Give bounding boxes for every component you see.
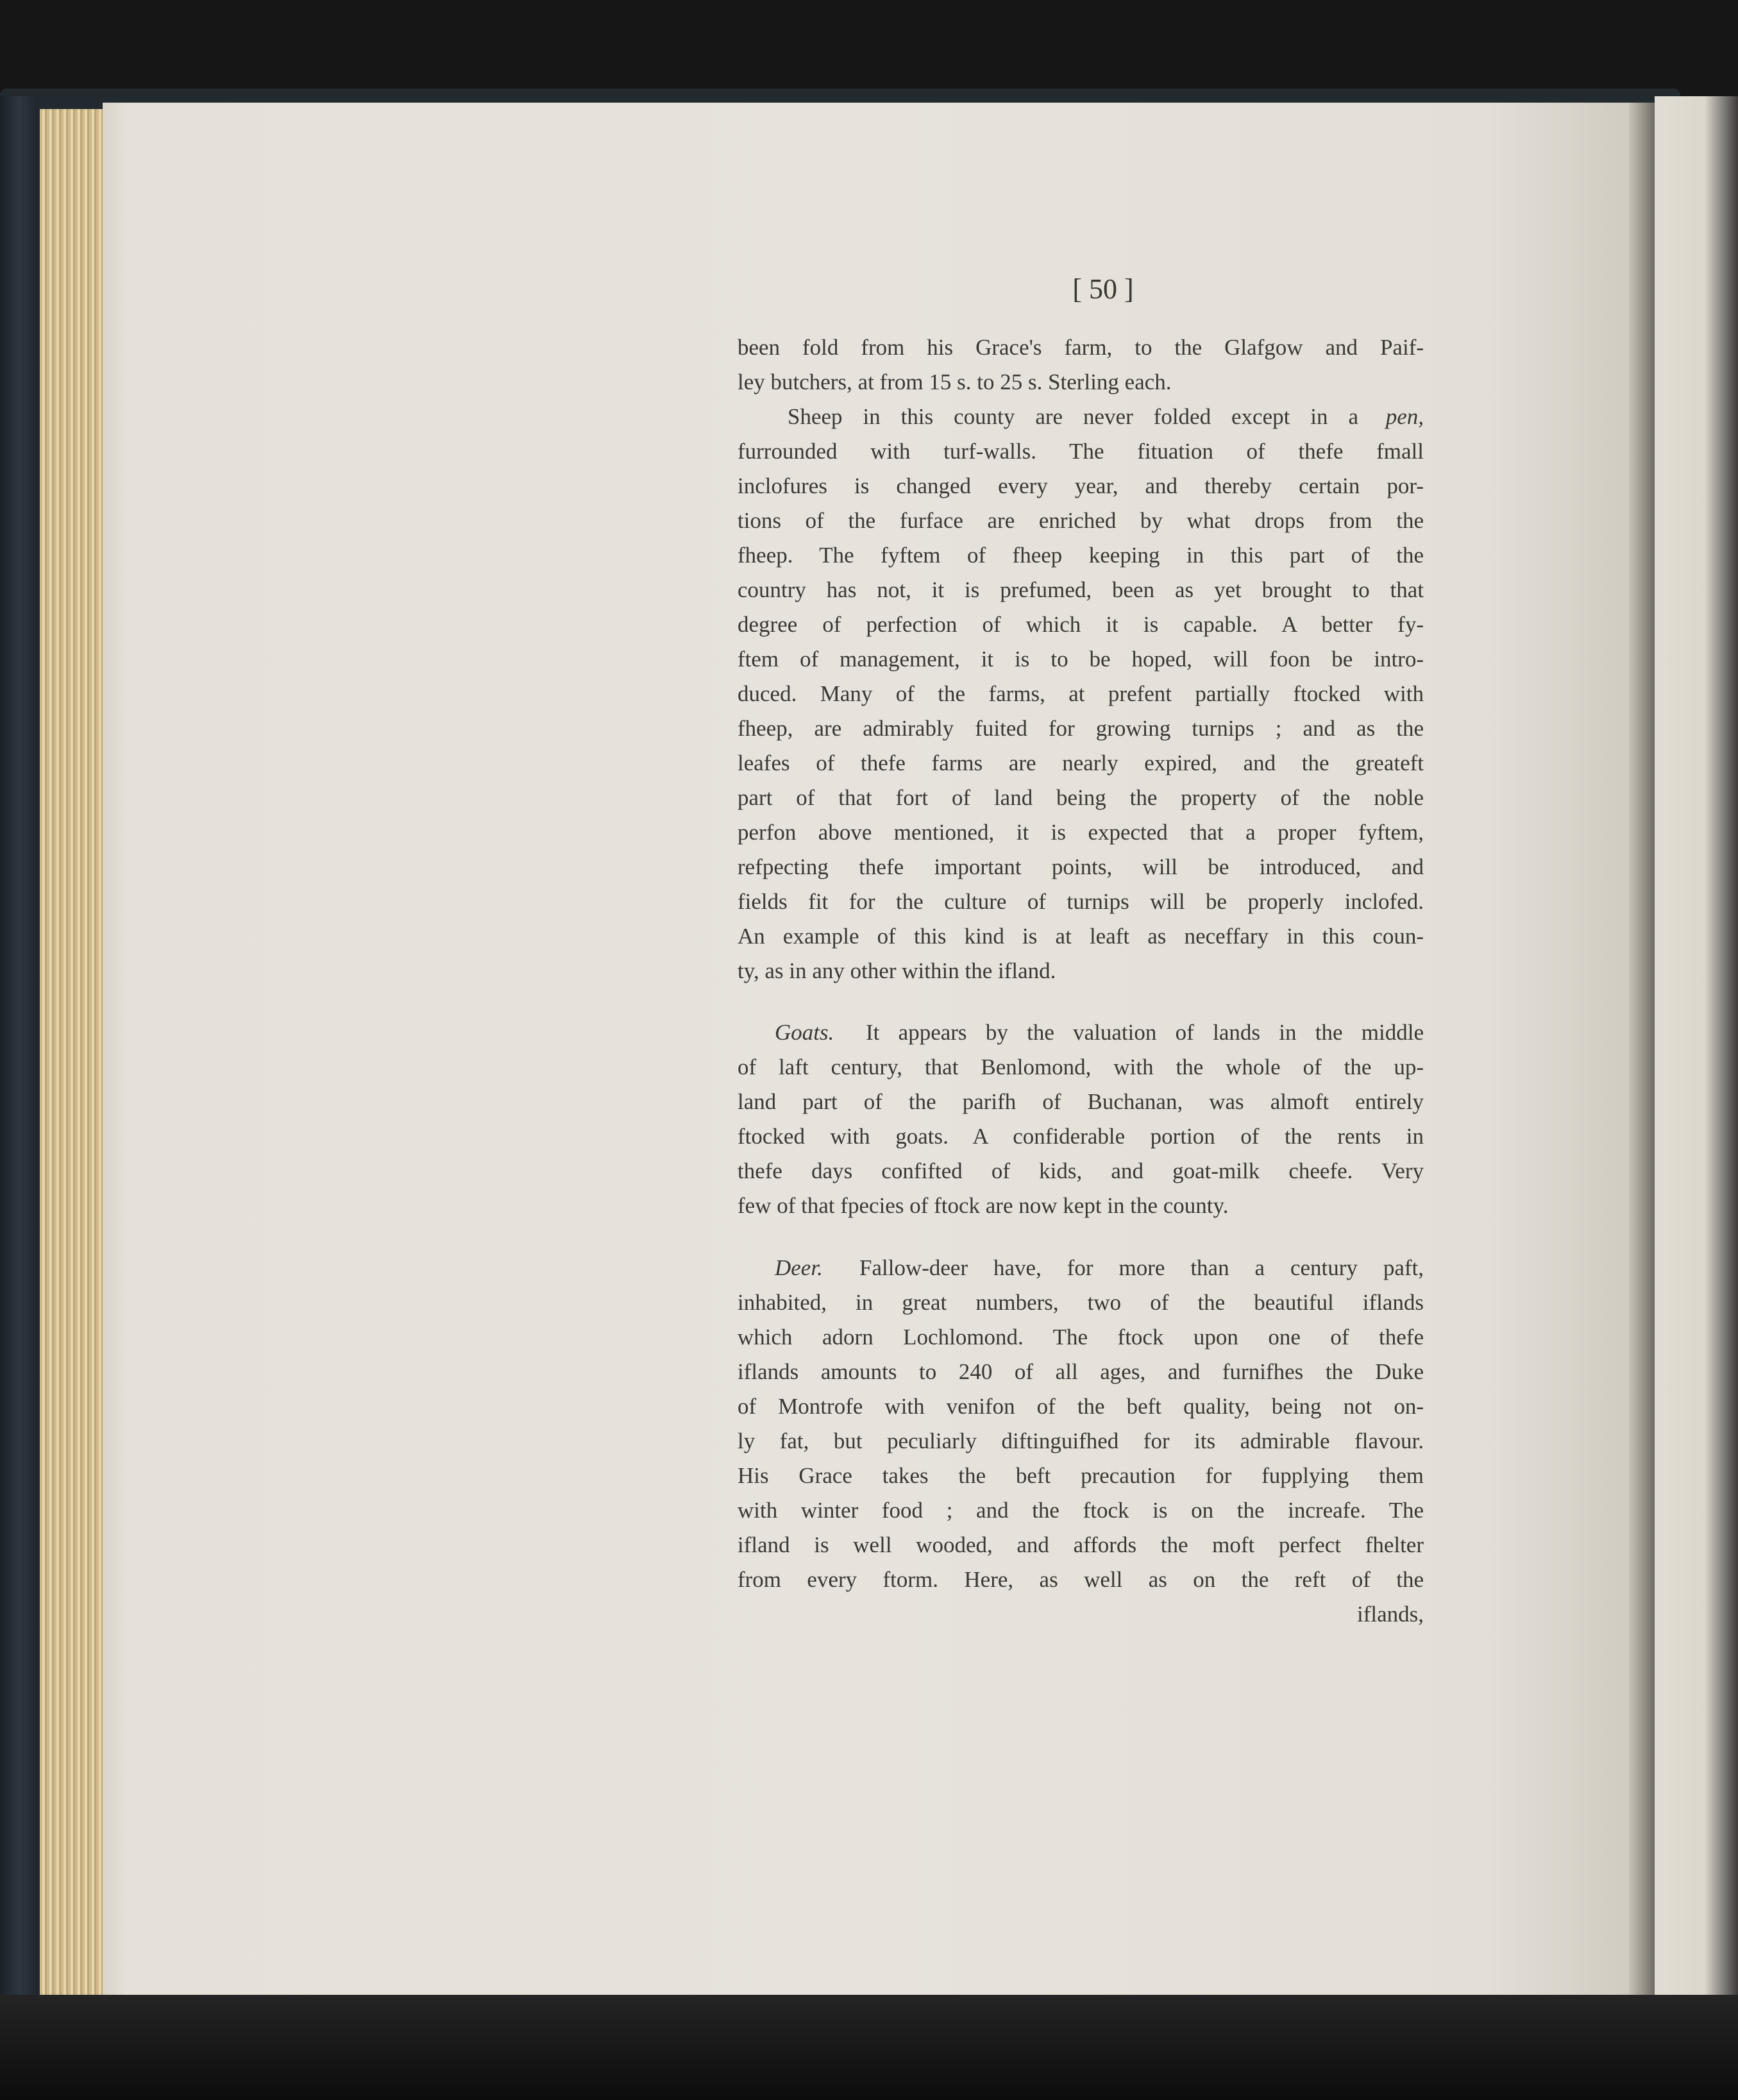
section-label-goats: Goats. [775,1020,834,1045]
text-line: His Grace takes the beft precaution for fupplying them [738,1463,1424,1488]
text-line: It appears by the valuation of lands in the middle [866,1020,1424,1045]
bottom-shadow [0,1995,1738,2100]
text-line: ifland is well wooded, and affords the moft perfect fhelter [738,1532,1424,1557]
text-line: country has not, it is prefumed, been as yet brought to that [738,577,1424,602]
italic-word: pen, [1385,404,1424,429]
text-line: ley butchers, at from 15 s. to 25 s. Sterling each. [738,369,1172,394]
text-line: An example of this kind is at leaft as neceffary in this coun- [738,924,1424,949]
text-line: furrounded with turf-walls. The fituation of thefe fmall [738,439,1424,464]
text-line: of Montrofe with venifon of the beft quality, being not on- [738,1394,1424,1419]
section-label-deer: Deer. [775,1255,823,1280]
text-line: with winter food ; and the ftock is on the increafe. The [738,1498,1424,1523]
text-line: refpecting thefe important points, will be introduced, and [738,854,1424,879]
text-line: tions of the furface are enriched by what drops from the [738,508,1424,533]
text-line: Fallow-deer have, for more than a century paft, [859,1255,1424,1280]
text-line: ly fat, but peculiarly diftinguifhed for its admirable flavour. [738,1428,1424,1453]
text-line: iflands amounts to 240 of all ages, and furnifhes the Duke [738,1359,1424,1384]
page-gutter [1629,103,1655,2001]
text-line: ftocked with goats. A confiderable portion of the rents in [738,1124,1424,1149]
text-line: perfon above mentioned, it is expected that a proper fyftem, [738,820,1424,845]
text-line: of laft century, that Benlomond, with the whole of the up- [738,1054,1424,1080]
text-line: ty, as in any other within the ifland. [738,958,1056,983]
catchword: iflands, [1356,1602,1424,1627]
text-line: inclofures is changed every year, and thereby certain por- [738,473,1424,498]
text-line: Sheep in this county are never folded except in a [788,404,1358,429]
text-line: duced. Many of the farms, at prefent partially ftocked with [738,681,1424,706]
text-line: fields fit for the culture of turnips will be properly inclofed. [738,889,1424,914]
text-line: which adorn Lochlomond. The ftock upon one of thefe [738,1325,1424,1350]
text-line: part of that fort of land being the property of the noble [738,785,1424,810]
text-line: fheep. The fyftem of fheep keeping in this part of the [738,543,1424,568]
text-line: ftem of management, it is to be hoped, will foon be intro- [738,647,1424,672]
text-line: few of that fpecies of ftock are now kept in the county. [738,1193,1229,1218]
text-line: thefe days confifted of kids, and goat-milk cheefe. Very [738,1158,1424,1183]
text-line: from every ftorm. Here, as well as on the reft of the [738,1567,1424,1592]
facing-page-edge [1655,96,1738,1995]
text-line: been fold from his Grace's farm, to the Glafgow and Paif- [738,335,1424,360]
book-spine-edge [0,96,38,2001]
text-line: fheep, are admirably fuited for growing turnips ; and as the [738,716,1424,741]
text-line: inhabited, in great numbers, two of the beautiful iflands [738,1290,1424,1315]
page-number-header: [ 50 ] [1072,273,1134,305]
text-line: leafes of thefe farms are nearly expired, and the greateft [738,750,1424,775]
text-line: land part of the parifh of Buchanan, was almoft entirely [738,1089,1424,1114]
page-edges [40,109,110,2001]
text-line: degree of perfection of which it is capable. A better fy- [738,612,1424,637]
